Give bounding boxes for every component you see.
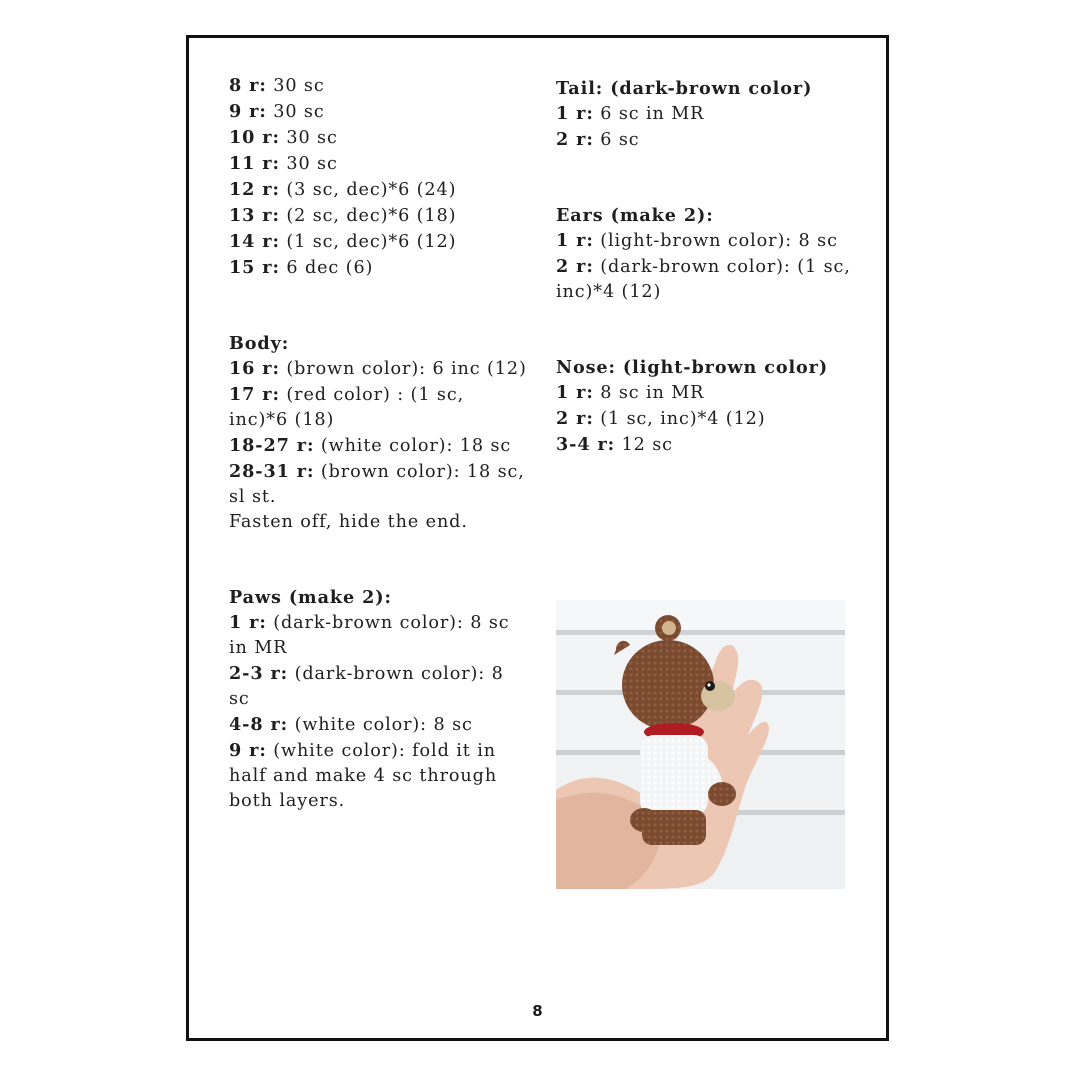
section-title-body: Body: bbox=[229, 333, 290, 354]
pattern-row: 2 r: 6 sc bbox=[556, 129, 640, 150]
pattern-row: 18-27 r: (white color): 18 sc bbox=[229, 435, 512, 456]
pattern-row: 12 r: (3 sc, dec)*6 (24) bbox=[229, 179, 457, 200]
body-note: Fasten off, hide the end. bbox=[229, 512, 468, 532]
pattern-row: 2 r: (1 sc, inc)*4 (12) bbox=[556, 408, 766, 429]
pattern-row: 15 r: 6 dec (6) bbox=[229, 257, 374, 278]
page-number: 8 bbox=[532, 1002, 543, 1020]
pattern-row: 14 r: (1 sc, dec)*6 (12) bbox=[229, 231, 457, 252]
pattern-row: 8 r: 30 sc bbox=[229, 75, 325, 96]
section-title-paws: Paws (make 2): bbox=[229, 587, 392, 608]
ears-section bbox=[556, 203, 856, 305]
pattern-row: 2 r: (dark-brown color): (1 sc, inc)*4 (12) bbox=[556, 256, 851, 302]
pattern-row: 9 r: 30 sc bbox=[229, 101, 325, 122]
nose-section bbox=[556, 355, 856, 458]
pattern-row: 28-31 r: (brown color): 18 sc, sl st. bbox=[229, 461, 525, 507]
pattern-row: 10 r: 30 sc bbox=[229, 127, 338, 148]
section-title-nose: Nose: (light-brown color) bbox=[556, 357, 829, 378]
left-column bbox=[229, 73, 529, 814]
pattern-row: 16 r: (brown color): 6 inc (12) bbox=[229, 358, 527, 379]
pattern-row: 1 r: (light-brown color): 8 sc bbox=[556, 230, 838, 251]
pattern-row: 11 r: 30 sc bbox=[229, 153, 338, 174]
paws-section bbox=[229, 585, 529, 814]
right-column bbox=[556, 76, 856, 458]
pattern-row: 3-4 r: 12 sc bbox=[556, 434, 673, 455]
section-title-ears: Ears (make 2): bbox=[556, 205, 714, 226]
head-rows bbox=[229, 73, 529, 281]
pattern-row: 1 r: (dark-brown color): 8 sc in MR bbox=[229, 612, 510, 658]
pattern-row: 1 r: 8 sc in MR bbox=[556, 382, 705, 403]
body-section bbox=[229, 331, 529, 535]
pattern-row: 2-3 r: (dark-brown color): 8 sc bbox=[229, 663, 504, 709]
pattern-row: 17 r: (red color) : (1 sc, inc)*6 (18) bbox=[229, 384, 465, 430]
tail-section bbox=[556, 76, 856, 153]
pattern-row: 9 r: (white color): fold it in half and make 4 sc through both layers. bbox=[229, 740, 498, 811]
pattern-row: 4-8 r: (white color): 8 sc bbox=[229, 714, 473, 735]
pattern-row: 13 r: (2 sc, dec)*6 (18) bbox=[229, 205, 457, 226]
bear-toy-photo bbox=[556, 600, 845, 889]
section-title-tail: Tail: (dark-brown color) bbox=[556, 78, 813, 99]
pattern-row: 1 r: 6 sc in MR bbox=[556, 103, 705, 124]
pattern-page bbox=[186, 35, 889, 1041]
